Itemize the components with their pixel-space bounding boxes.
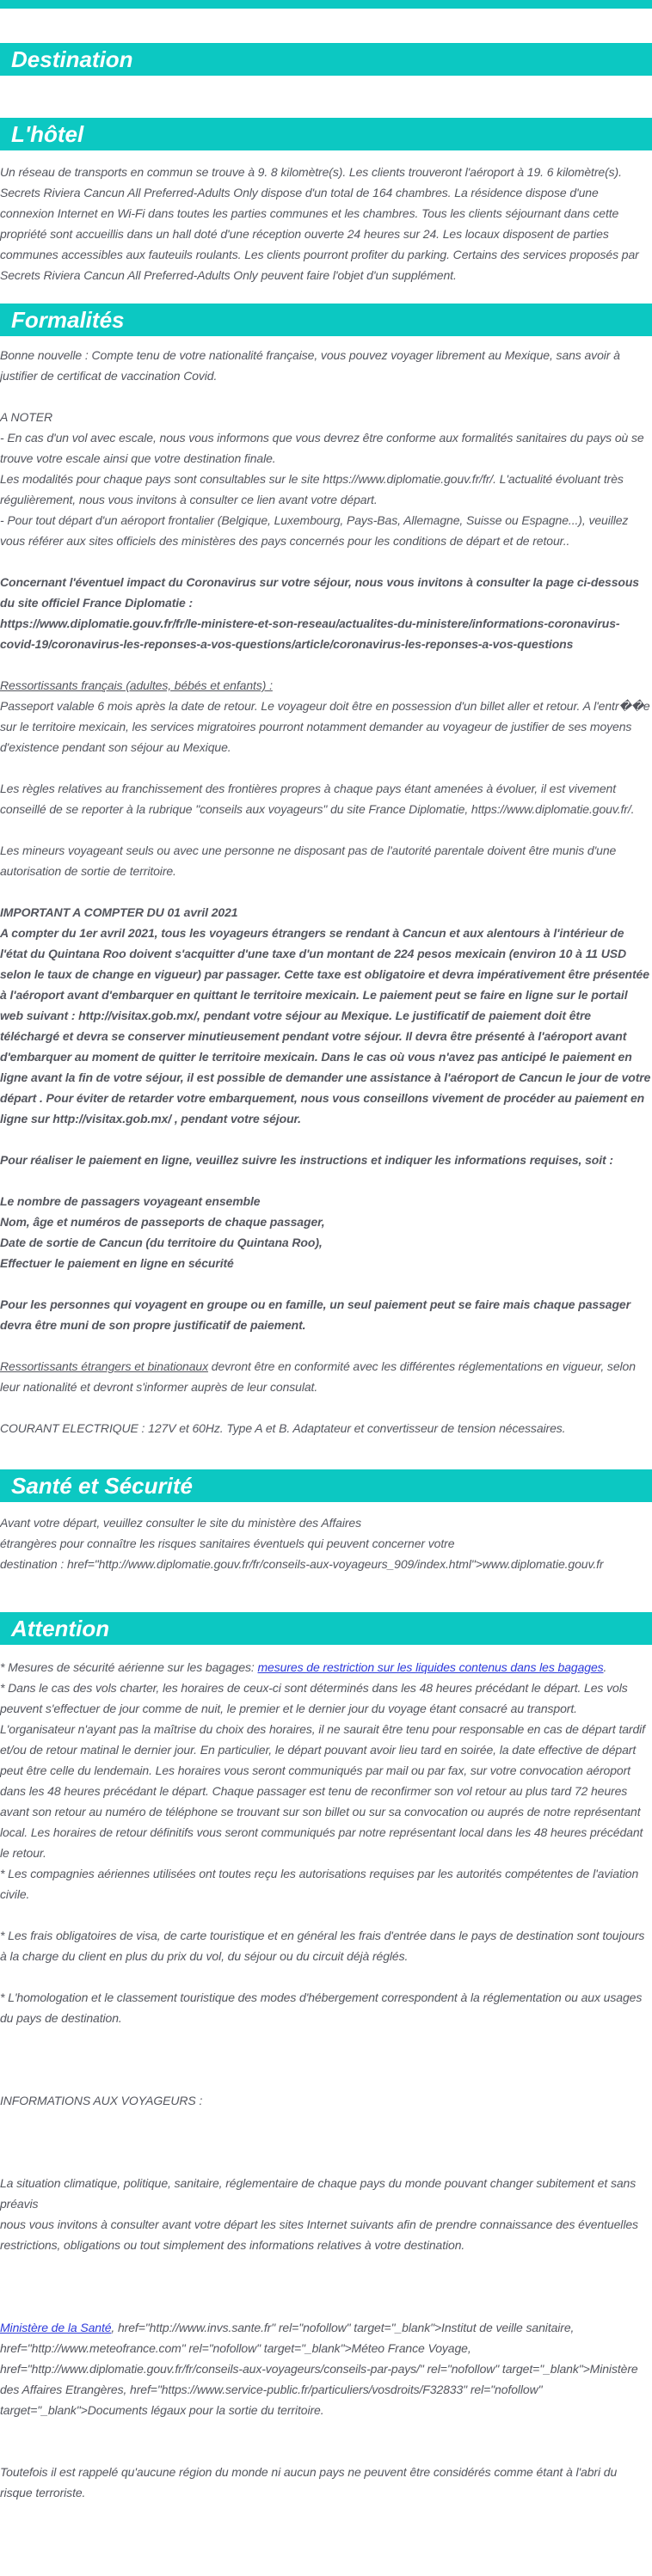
paragraph — [0, 1356, 652, 1397]
paragraph — [0, 1150, 652, 1170]
blank-line — [0, 1129, 652, 1150]
blank-line — [0, 2255, 652, 2276]
paragraph — [0, 778, 652, 819]
section-title-destination: Destination — [11, 46, 133, 72]
paragraph — [0, 2173, 652, 2214]
text-segment: Concernant l'éventuel impact du Coronavirus sur votre séjour, nous vous invitons à consulter la page ci-dessous du site officiel France Diplomatie : — [0, 575, 639, 610]
paragraph — [0, 572, 652, 613]
blank-line — [0, 819, 652, 840]
paragraph — [0, 1418, 652, 1438]
paragraph — [0, 162, 652, 285]
paragraph — [0, 2317, 652, 2420]
blank-line — [0, 1397, 652, 1418]
section-header-hotel — [0, 118, 652, 150]
text-segment: https://www.diplomatie.gouv.fr/fr/le-ministere-et-son-reseau/actualites-du-ministere/informations-coronavirus-covid-19/coronavirus-les-reponses-a-vos-questions/article/coronavirus-les-reponses-a-vos-questions — [0, 616, 620, 651]
text-segment: Le nombre de passagers voyageant ensemble — [0, 1194, 261, 1208]
text-segment: Les règles relatives au franchissement des frontières propres à chaque pays étant amenées à évoluer, il est vivement conseillé de se reporter à la rubrique "conseils aux voyageurs" du site France Diplomatie, https://www.diplomatie.gouv.fr/. — [0, 782, 635, 816]
paragraph — [0, 696, 652, 757]
blank-line — [0, 1170, 652, 1191]
text-segment: destination : href="http://www.diplomatie.gouv.fr/fr/conseils-aux-voyageurs_909/index.html">www.diplomatie.gouv.fr — [0, 1557, 604, 1571]
text-segment: Ressortissants français (adultes, bébés et enfants) : — [0, 678, 273, 692]
blank-line — [0, 2028, 652, 2049]
blank-line — [0, 1273, 652, 1294]
section-title-hotel: L'hôtel — [11, 121, 84, 147]
text-segment: Date de sortie de Cancun (du territoire du Quintana Roo), — [0, 1236, 323, 1249]
ministere-sante-link[interactable]: Ministère de la Santé — [0, 2321, 112, 2334]
section-destination — [0, 43, 652, 118]
section-title-attention: Attention — [11, 1616, 110, 1641]
paragraph — [0, 469, 652, 510]
text-segment: - Pour tout départ d'un aéroport frontalier (Belgique, Luxembourg, Pays-Bas, Allemagne, Suisse ou Espagne...), veuillez vous référer aux sites officiels des ministères des pays concernés pour les conditions de départ et de retour.. — [0, 513, 629, 548]
blank-line — [0, 551, 652, 572]
paragraph — [0, 2462, 652, 2503]
paragraph — [0, 407, 652, 427]
blank-line — [0, 2070, 652, 2090]
section-body-sante-securite — [0, 1502, 652, 1612]
blank-line — [0, 881, 652, 902]
paragraph — [0, 1657, 652, 1677]
text-segment: Un réseau de transports en commun se trouve à 9. 8 kilomètre(s). Les clients trouveront l'aéroport à 19. 6 kilomètre(s). Secrets Riviera Cancun All Preferred-Adults Only dispose d'un total de 164 chambres. La résidence dispose d'une connexion Internet en Wi-Fi dans toutes les parties communes et les chambres. Tous les clients séjournant dans cette propriété sont accueillis dans un hall doté d'une réception ouverte 24 heures sur 24. Les locaux disposent de parties communes accessibles aux fauteuils roulants. Les clients pourront profiter du parking. Certains des services proposés par Secrets Riviera Cancun All Preferred-Adults Only peuvent faire l'objet d'un supplément. — [0, 165, 639, 282]
section-body-destination — [0, 76, 652, 118]
paragraph — [0, 675, 652, 696]
text-segment: - En cas d'un vol avec escale, nous vous informons que vous devrez être conforme aux formalités sanitaires du pays où se trouve votre escale ainsi que votre destination finale. — [0, 431, 644, 465]
text-segment: . — [603, 1660, 607, 1674]
blank-line — [0, 2420, 652, 2441]
text-segment: * Dans le cas des vols charter, les horaires de ceux-ci sont déterminés dans les 48 heures précédant le départ. Les vols peuvent s'effectuer de jour comme de nuit, le premier et le dernier jour du voyage étant consacré au transport. L'organisateur n'ayant pas la maîtrise du choix des horaires, il ne saurait être tenu pour responsable en cas de départ tardif et/ou de retour matinal le dernier jour. En particulier, le départ pouvant avoir lieu tard en soirée, la date effective de départ peut être celle du lendemain. Les horaires vous seront communiqués par mail ou par fax, sur votre convocation aéroport dans les 48 heures précédant le départ. Chaque passager est tenu de reconfirmer son vol retour au plus tard 72 heures avant son retour au numéro de téléphone se trouvant sur son billet ou sur sa convocation ou auprés de notre représentant local. Les horaires de retour définitifs vous seront communiqués par notre représentant local dans les 48 heures précédant le retour. — [0, 1681, 645, 1860]
paragraph — [0, 427, 652, 469]
paragraph — [0, 345, 652, 386]
text-segment: Les mineurs voyageant seuls ou avec une personne ne disposant pas de l'autorité parentale doivent être munis d'une autorisation de sortie de territoire. — [0, 843, 617, 878]
blank-line — [0, 654, 652, 675]
text-segment: A compter du 1er avril 2021, tous les voyageurs étrangers se rendant à Cancun et aux alentours à l'intérieur de l'état du Quintana Roo doivent s'acquitter d'une taxe d'un montant de 224 pesos mexicain (environ 10 à 11 USD selon le taux de change en vigueur) par passager. Cette taxe est obligatoire et devra impérativement être présentée à l'aéroport avant d'embarquer en quittant le territoire mexicain. Le paiement peut se faire en ligne sur le portail web suivant : http://visitax.gob.mx/, pendant votre séjour au Mexique. Le justificatif de paiement doit être téléchargé et devra se conserver minutieusement pendant votre séjour. Il devra être présenté à l'aéroport avant d'embarquer au moment de quitter le territoire mexicain. Dans le cas où vous n'avez pas anticipé le paiement en ligne avant la fin de votre séjour, il est possible de demander une assistance à l'aéroport de Cancun le jour de votre départ . Pour éviter de retarder votre embarquement, nous vous conseillons vivement de procéder au paiement en ligne sur http://visitax.gob.mx/ , pendant votre séjour. — [0, 926, 651, 1125]
paragraph — [0, 1554, 652, 1574]
section-title-sante-securite: Santé et Sécurité — [11, 1473, 193, 1499]
section-formalites — [0, 304, 652, 1469]
text-segment: * Les compagnies aériennes utilisées ont toutes reçu les autorisations requises par les autorités compétentes de l'aviation civile. — [0, 1867, 639, 1901]
text-segment: COURANT ELECTRIQUE : 127V et 60Hz. Type A et B. Adaptateur et convertisseur de tension nécessaires. — [0, 1421, 566, 1435]
text-segment: devront être en conformité avec les différentes réglementations en vigueur, selon leur nationalité et devront s'informer auprès de leur consulat. — [0, 1359, 636, 1394]
blank-line — [0, 2049, 652, 2070]
paragraph — [0, 1987, 652, 2028]
section-title-formalites: Formalités — [11, 307, 125, 333]
section-sante-securite — [0, 1469, 652, 1612]
text-segment: Avant votre départ, veuillez consulter le site du ministère des Affaires — [0, 1516, 362, 1530]
paragraph — [0, 840, 652, 881]
blank-line — [0, 2276, 652, 2297]
blank-line — [0, 2152, 652, 2173]
text-segment: Pour les personnes qui voyagent en groupe ou en famille, un seul paiement peut se faire mais chaque passager devra être muni de son propre justificatif de paiement. — [0, 1297, 630, 1332]
blank-line — [0, 1904, 652, 1925]
text-segment: A NOTER — [0, 410, 53, 424]
blank-line — [0, 386, 652, 407]
text-segment: IMPORTANT A COMPTER DU 01 avril 2021 — [0, 905, 238, 919]
text-segment: , href="http://www.invs.sante.fr" rel="nofollow" target="_blank">Institut de veille sanitaire, href="http://www.meteofrance.com" rel="nofollow" target="_blank">Méteo France Voyage, href="http://www.diplomatie.gouv.fr/fr/conseils-aux-voyageurs/conseils-par-pays/" rel="nofollow" target="_blank">Ministère des Affaires Etrangères, href="https://www.service-public.fr/particuliers/vosdroits/F32833" rel="nofollow" target="_blank">Documents légaux pour la sortie du territoire. — [0, 2321, 638, 2417]
text-segment: Toutefois il est rappelé qu'aucune région du monde ni aucun pays ne peuvent être considérés comme étant à l'abri du risque terroriste. — [0, 2465, 618, 2499]
section-hotel — [0, 118, 652, 304]
text-segment: Les modalités pour chaque pays sont consultables sur le site https://www.diplomatie.gouv.fr/fr/. L'actualité évoluant très régulièrement, nous vous invitons à consulter ce lien avant votre départ. — [0, 472, 624, 506]
section-body-attention — [0, 1645, 652, 2513]
text-segment: Nom, âge et numéros de passeports de chaque passager, — [0, 1215, 325, 1229]
paragraph — [0, 510, 652, 551]
text-segment: étrangères pour connaître les risques sanitaires éventuels qui peuvent concerner votre — [0, 1536, 455, 1550]
section-body-formalites — [0, 336, 652, 1469]
text-segment: Bonne nouvelle : Compte tenu de votre nationalité française, vous pouvez voyager librement au Mexique, sans avoir à justifier de certificat de vaccination Covid. — [0, 348, 620, 383]
section-body-hotel — [0, 150, 652, 304]
paragraph — [0, 1191, 652, 1211]
text-segment: INFORMATIONS AUX VOYAGEURS : — [0, 2094, 203, 2107]
liquides-restriction-link[interactable]: mesures de restriction sur les liquides contenus dans les bagages — [257, 1660, 604, 1674]
text-segment: Passeport valable 6 mois après la date de retour. Le voyageur doit être en possession d'un billet aller et retour. A l'entr��e sur le territoire mexicain, les services migratoires pourront notamment demander au voyageur de justifier de ses moyens d'existence pendant son séjour au Mexique. — [0, 699, 650, 754]
text-segment: nous vous invitons à consulter avant votre départ les sites Internet suivants afin de prendre connaissance des éventuelles restrictions, obligations ou tout simplement des informations relatives à votre destination. — [0, 2217, 638, 2252]
blank-line — [0, 2111, 652, 2131]
paragraph — [0, 1863, 652, 1904]
blank-line — [0, 1335, 652, 1356]
blank-line — [0, 757, 652, 778]
paragraph — [0, 902, 652, 923]
text-segment: Pour réaliser le paiement en ligne, veuillez suivre les instructions et indiquer les informations requises, soit : — [0, 1153, 613, 1167]
paragraph — [0, 923, 652, 1129]
paragraph — [0, 613, 652, 654]
blank-line — [0, 2441, 652, 2462]
paragraph — [0, 1232, 652, 1253]
paragraph — [0, 1925, 652, 1966]
paragraph — [0, 1211, 652, 1232]
paragraph — [0, 1533, 652, 1554]
paragraph — [0, 1294, 652, 1335]
section-attention — [0, 1612, 652, 2513]
top-accent-bar — [0, 0, 652, 9]
text-segment: Effectuer le paiement en ligne en sécurité — [0, 1256, 234, 1270]
section-header-sante-securite — [0, 1469, 652, 1502]
text-segment: * Mesures de sécurité aérienne sur les bagages: — [0, 1660, 258, 1674]
section-header-attention — [0, 1612, 652, 1645]
paragraph — [0, 1253, 652, 1273]
section-header-formalites — [0, 304, 652, 336]
blank-line — [0, 2131, 652, 2152]
paragraph — [0, 1677, 652, 1863]
text-segment: * L'homologation et le classement touristique des modes d'hébergement correspondent à la réglementation ou aux usages du pays de destination. — [0, 1990, 643, 2025]
paragraph — [0, 2090, 652, 2111]
section-header-destination — [0, 43, 652, 76]
text-segment: Ressortissants étrangers et binationaux — [0, 1359, 209, 1373]
blank-line — [0, 1966, 652, 1987]
blank-line — [0, 2297, 652, 2317]
text-segment: La situation climatique, politique, sanitaire, réglementaire de chaque pays du monde pouvant changer subitement et sans préavis — [0, 2176, 637, 2211]
text-segment: * Les frais obligatoires de visa, de carte touristique et en général les frais d'entrée dans le pays de destination sont toujours à la charge du client en plus du prix du vol, du séjour ou du circuit déjà réglés. — [0, 1929, 645, 1963]
paragraph — [0, 1512, 652, 1533]
paragraph — [0, 2214, 652, 2255]
